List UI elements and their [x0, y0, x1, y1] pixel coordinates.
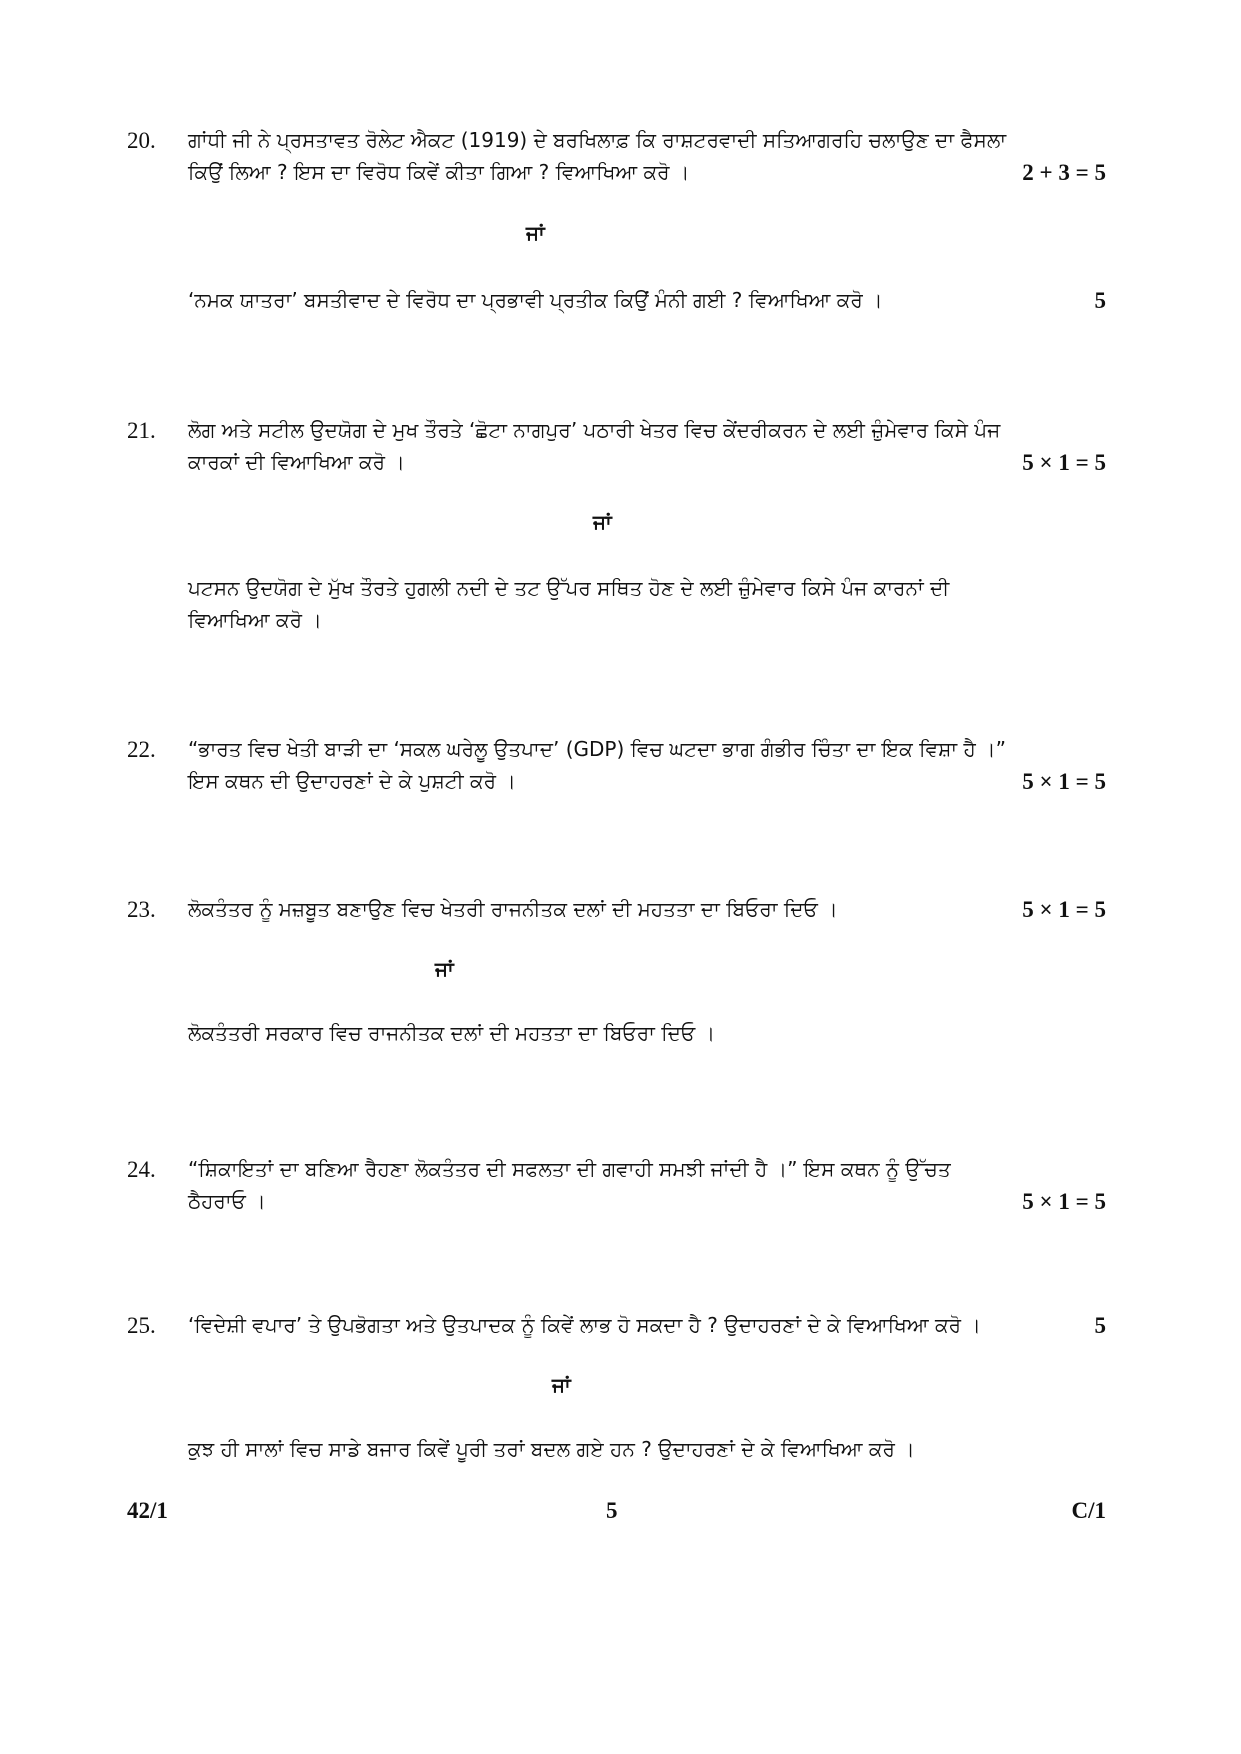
question-number: 22. — [127, 737, 156, 762]
question-number: 23. — [127, 897, 156, 922]
or-label: ਜਾਂ — [593, 510, 612, 534]
question-text-line: ਠੈਹਰਾਓ । — [188, 1189, 266, 1213]
or-label: ਜਾਂ — [526, 221, 545, 245]
marks: 2 + 3 = 5 — [1022, 160, 1106, 185]
alternative-question-text: ਕੁਝ ਹੀ ਸਾਲਾਂ ਵਿਚ ਸਾਡੇ ਬਜਾਰ ਕਿਵੇਂ ਪੂਰੀ ਤਰਾਂ ਬਦਲ ਗਏ ਹਨ ? ਉਦਾਹਰਣਾਂ ਦੇ ਕੇ ਵਿਆਖਿਆ ਕਰੋ । — [188, 1437, 915, 1461]
question-number: 20. — [127, 128, 156, 153]
question-text-line: “ਸ਼ਿਕਾਇਤਾਂ ਦਾ ਬਣਿਆ ਰੈਹਣਾ ਲੋਕਤੰਤਰ ਦੀ ਸਫਲਤਾ ਦੀ ਗਵਾਹੀ ਸਮਝੀ ਜਾਂਦੀ ਹੈ ।” ਇਸ ਕਥਨ ਨੂੰ ਉੱਚਤ — [188, 1157, 951, 1181]
paper-code: 42/1 — [127, 1498, 168, 1523]
alternative-question-text: ਪਟਸਨ ਉਦਯੋਗ ਦੇ ਮੁੱਖ ਤੌਰਤੇ ਹੁਗਲੀ ਨਦੀ ਦੇ ਤਟ ਉੱਪਰ ਸਥਿਤ ਹੋਣ ਦੇ ਲਈ ਜ਼ੁੰਮੇਵਾਰ ਕਿਸੇ ਪੰਜ ਕਾਰਨਾਂ ਦੀ — [188, 576, 950, 600]
page-number: 5 — [606, 1498, 618, 1523]
question-number: 25. — [127, 1313, 156, 1338]
question-text-line: “ਭਾਰਤ ਵਿਚ ਖੇਤੀ ਬਾੜੀ ਦਾ ‘ਸਕਲ ਘਰੇਲੂ ਉਤਪਾਦ’ (GDP) ਵਿਚ ਘਟਦਾ ਭਾਗ ਗੰਭੀਰ ਚਿੰਤਾ ਦਾ ਇਕ ਵਿਸ਼ਾ ਹੈ ।” — [188, 737, 1006, 761]
question-number: 21. — [127, 418, 156, 443]
question-text-line: ਲੋਗ ਅਤੇ ਸਟੀਲ ਉਦਯੋਗ ਦੇ ਮੁਖ ਤੌਰਤੇ ‘ਛੋਟਾ ਨਾਗਪੁਰ’ ਪਠਾਰੀ ਖੇਤਰ ਵਿਚ ਕੇਂਦਰੀਕਰਨ ਦੇ ਲਈ ਜ਼ੁੰਮੇਵਾਰ ਕਿਸੇ ਪੰਜ — [188, 418, 1001, 442]
question-text-line: ਇਸ ਕਥਨ ਦੀ ਉਦਾਹਰਣਾਂ ਦੇ ਕੇ ਪੁਸ਼ਟੀ ਕਰੋ । — [188, 769, 516, 793]
marks: 5 × 1 = 5 — [1022, 769, 1106, 794]
question-text-line: ਲੋਕਤੰਤਰ ਨੂੰ ਮਜ਼ਬੂਤ ਬਣਾਉਣ ਵਿਚ ਖੇਤਰੀ ਰਾਜਨੀਤਕ ਦਲਾਂ ਦੀ ਮਹਤਤਾ ਦਾ ਬਿਓਰਾ ਦਿਓ । — [188, 897, 838, 921]
marks: 5 × 1 = 5 — [1022, 897, 1106, 922]
marks: 5 × 1 = 5 — [1022, 1189, 1106, 1214]
or-label: ਜਾਂ — [435, 957, 454, 981]
question-text-line: ਗਾਂਧੀ ਜੀ ਨੇ ਪ੍ਰਸਤਾਵਤ ਰੋਲੇਟ ਐਕਟ (1919) ਦੇ ਬਰਖਿਲਾਫ਼ ਕਿ ਰਾਸ਼ਟਰਵਾਦੀ ਸਤਿਆਗਰਹਿ ਚਲਾਉਣ ਦਾ ਫੈਸਲਾ — [188, 128, 1007, 152]
marks: 5 — [1094, 1313, 1106, 1338]
question-text-line: ਕਾਰਕਾਂ ਦੀ ਵਿਆਖਿਆ ਕਰੋ । — [188, 450, 405, 474]
set-code: C/1 — [1071, 1498, 1106, 1523]
or-label: ਜਾਂ — [552, 1373, 571, 1397]
alternative-marks: 5 — [1094, 288, 1106, 313]
question-text-line: ਕਿਉਂ ਲਿਆ ? ਇਸ ਦਾ ਵਿਰੋਧ ਕਿਵੇਂ ਕੀਤਾ ਗਿਆ ? ਵਿਆਖਿਆ ਕਰੋ । — [188, 160, 690, 184]
alternative-question-text: ਵਿਆਖਿਆ ਕਰੋ । — [188, 608, 322, 632]
alternative-question-text: ਲੋਕਤੰਤਰੀ ਸਰਕਾਰ ਵਿਚ ਰਾਜਨੀਤਕ ਦਲਾਂ ਦੀ ਮਹਤਤਾ ਦਾ ਬਿਓਰਾ ਦਿਓ । — [188, 1021, 716, 1045]
question-text-line: ‘ਵਿਦੇਸ਼ੀ ਵਪਾਰ’ ਤੇ ਉਪਭੋਗਤਾ ਅਤੇ ਉਤਪਾਦਕ ਨੂੰ ਕਿਵੇਂ ਲਾਭ ਹੋ ਸਕਦਾ ਹੈ ? ਉਦਾਹਰਣਾਂ ਦੇ ਕੇ ਵਿਆਖਿਆ ਕਰੋ । — [188, 1313, 981, 1337]
alternative-question-text: ‘ਨਮਕ ਯਾਤਰਾ’ ਬਸਤੀਵਾਦ ਦੇ ਵਿਰੋਧ ਦਾ ਪ੍ਰਭਾਵੀ ਪ੍ਰਤੀਕ ਕਿਉਂ ਮੰਨੀ ਗਈ ? ਵਿਆਖਿਆ ਕਰੋ । — [188, 288, 883, 312]
marks: 5 × 1 = 5 — [1022, 450, 1106, 475]
question-number: 24. — [127, 1157, 156, 1182]
